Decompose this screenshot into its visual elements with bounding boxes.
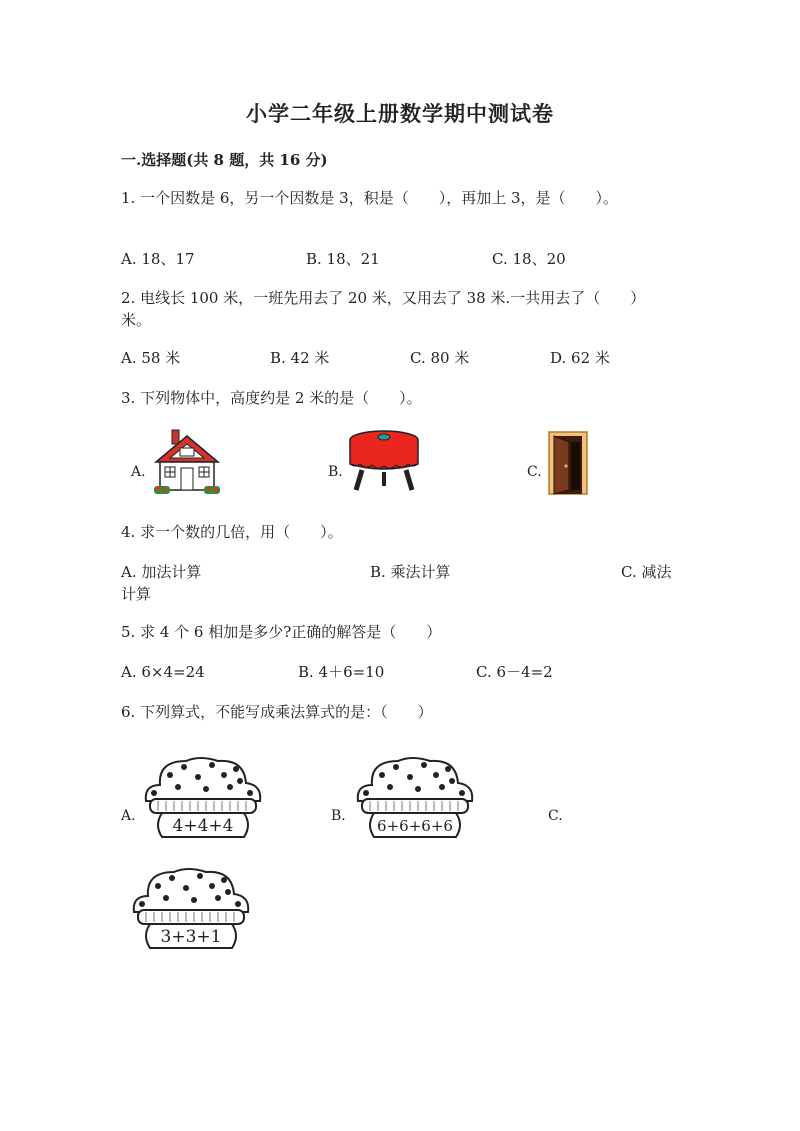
door-icon[interactable] (547, 430, 589, 496)
question-4-option-c-wrap: 计算 (121, 585, 152, 603)
page-title: 小学二年级上册数学期中测试卷 (246, 101, 554, 126)
mushroom-b-expression: 6+6+6+6 (377, 817, 453, 835)
mushroom-a-expression: 4+4+4 (172, 816, 234, 836)
question-5-stem: 5. 求 4 个 6 相加是多少?正确的解答是（ ） (121, 623, 442, 641)
question-2-stem-line1: 2. 电线长 100 米，一班先用去了 20 米，又用去了 38 米.一共用去了（ ） (121, 289, 646, 307)
question-6-option-a[interactable]: A. (121, 808, 136, 824)
question-4-option-b[interactable]: B. 乘法计算 (370, 563, 451, 581)
question-1-stem: 1. 一个因数是 6，另一个因数是 3，积是（ ），再加上 3，是（ ）。 (121, 189, 619, 207)
section-heading: 一.选择题(共 8 题，共 16 分) (121, 151, 328, 169)
mushroom-card-a[interactable] (140, 755, 266, 845)
table-icon[interactable] (346, 428, 422, 494)
mushroom-card-c[interactable] (128, 866, 254, 956)
question-4-stem: 4. 求一个数的几倍，用（ ）。 (121, 523, 343, 541)
question-2-stem-line2: 米。 (121, 311, 152, 329)
question-5-option-b[interactable]: B. 4＋6=10 (298, 663, 385, 681)
question-6-stem: 6. 下列算式，不能写成乘法算式的是：（ ） (121, 703, 433, 721)
mushroom-c-expression: 3+3+1 (160, 927, 222, 947)
question-1-option-a[interactable]: A. 18、17 (121, 250, 195, 268)
question-1-option-c[interactable]: C. 18、20 (492, 250, 566, 268)
question-3-option-a[interactable]: A. (131, 464, 146, 480)
house-icon[interactable] (152, 428, 222, 496)
question-3-option-c[interactable]: C. (527, 464, 542, 480)
question-5-option-a[interactable]: A. 6×4=24 (121, 663, 205, 681)
question-5-option-c[interactable]: C. 6－4=2 (476, 663, 553, 681)
question-2-option-d[interactable]: D. 62 米 (550, 349, 610, 367)
question-6-option-c[interactable]: C. (548, 808, 563, 824)
question-3-stem: 3. 下列物体中，高度约是 2 米的是（ ）。 (121, 389, 422, 407)
question-2-option-a[interactable]: A. 58 米 (121, 349, 181, 367)
mushroom-card-b[interactable] (352, 755, 478, 845)
question-4-option-c[interactable]: C. 减法 (621, 563, 672, 581)
question-2-option-c[interactable]: C. 80 米 (410, 349, 470, 367)
question-6-option-b[interactable]: B. (331, 808, 346, 824)
question-2-option-b[interactable]: B. 42 米 (270, 349, 330, 367)
question-3-option-b[interactable]: B. (328, 464, 343, 480)
question-4-option-a[interactable]: A. 加法计算 (121, 563, 202, 581)
question-1-option-b[interactable]: B. 18、21 (306, 250, 380, 268)
